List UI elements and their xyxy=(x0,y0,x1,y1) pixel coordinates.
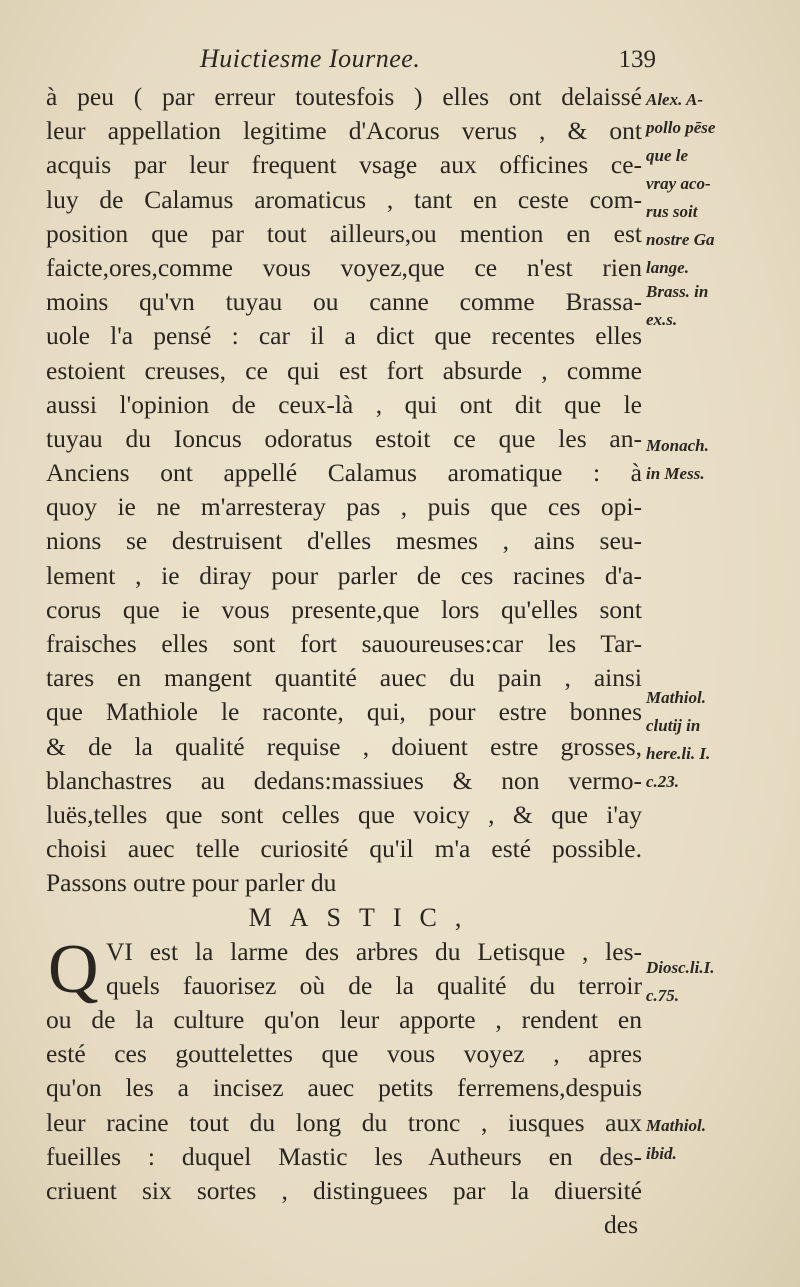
text-line: moins qu'vn tuyau ou canne comme Brassa- xyxy=(46,287,642,317)
text-line: esté ces gouttelettes que vous voyez , apres xyxy=(46,1039,642,1069)
text-line: position que par tout ailleurs,ou mention en est xyxy=(46,218,642,248)
page-number: 139 xyxy=(618,46,656,73)
main-text xyxy=(46,80,642,1242)
margin-note: Diosc.li.I. c.75. xyxy=(646,958,715,1005)
text-line: luës,telles que sont celles que voicy , & que i'ay xyxy=(46,799,642,829)
text-line: fueilles : duquel Mastic les Autheurs en des- xyxy=(46,1141,642,1171)
text-line: acquis par leur frequent vsage aux officines ce- xyxy=(46,150,642,180)
dropcap-paragraph xyxy=(46,930,642,1008)
text-line: leur racine tout du long du tronc , iusques aux xyxy=(46,1107,642,1137)
text-line: à peu ( par erreur toutesfois ) elles ont delaissé xyxy=(46,82,642,111)
text-line: tares en mangent quantité auec du pain , ainsi xyxy=(46,663,642,693)
text-line: ou de la culture qu'on leur apporte , rendent en xyxy=(46,1005,642,1035)
margin-note: Mathiol. clutij in here.li. I. c.23. xyxy=(646,688,711,791)
text-line: Anciens ont appellé Calamus aromatique : à xyxy=(46,458,642,488)
margin-note: Alex. A- pollo pēse que le vray aco- rus soit nostre Ga lange. xyxy=(646,90,716,277)
text-line: corus que ie vous presente,que lors qu'elles sont xyxy=(46,594,642,624)
text-line: leur appellation legitime d'Acorus verus , & ont xyxy=(46,116,642,146)
drop-cap: Q xyxy=(48,930,99,1008)
text-line: nions se destruisent d'elles mesmes , ains seu- xyxy=(46,526,642,556)
text-line: luy de Calamus aromaticus , tant en ceste com- xyxy=(46,184,642,214)
text-line: quoy ie ne m'arresteray pas , puis que ces opi- xyxy=(46,492,642,522)
text-line: choisi auec telle curiosité qu'il m'a esté possible. xyxy=(46,834,642,864)
text-line: VI est la larme des arbres du Letisque , les- xyxy=(106,936,642,966)
text-line: lement , ie diray pour parler de ces racines d'a- xyxy=(46,560,642,590)
page-header xyxy=(200,44,670,80)
text-line: aussi l'opinion de ceux-là , qui ont dit que le xyxy=(46,389,642,419)
text-line: Passons outre pour parler du xyxy=(46,868,337,898)
text-line: fraisches elles sont fort sauoureuses:car les Tar- xyxy=(46,629,642,658)
text-line: quels fauorisez où de la qualité du terroir xyxy=(106,970,642,1000)
margin-note: Monach. in Mess. xyxy=(646,436,709,483)
text-line: criuent six sortes , distinguees par la diuersité xyxy=(46,1176,642,1205)
text-line: qu'on les a incisez auec petits ferremens,despuis xyxy=(46,1073,642,1103)
text-line: & de la qualité requise , doiuent estre grosses, xyxy=(46,731,642,761)
text-line: faicte,ores,comme vous voyez,que ce n'est rien xyxy=(46,252,642,282)
margin-note: Mathiol. ibid. xyxy=(646,1116,706,1163)
text-line: estoient creuses, ce qui est fort absurde , comme xyxy=(46,355,642,385)
running-title: Huictiesme Iournee. xyxy=(200,44,421,73)
text-line: uole l'a pensé : car il a dict que recentes elles xyxy=(46,321,642,351)
section-heading: MASTIC, xyxy=(248,902,480,932)
text-line: tuyau du Ioncus odoratus estoit ce que les an- xyxy=(46,423,642,453)
text-line: blanchastres au dedans:massiues & non vermo- xyxy=(46,765,642,795)
catchword: des xyxy=(604,1210,638,1240)
margin-note: Brass. in ex.s. xyxy=(646,282,709,329)
text-line: que Mathiole le raconte, qui, pour estre bonnes xyxy=(46,697,642,727)
